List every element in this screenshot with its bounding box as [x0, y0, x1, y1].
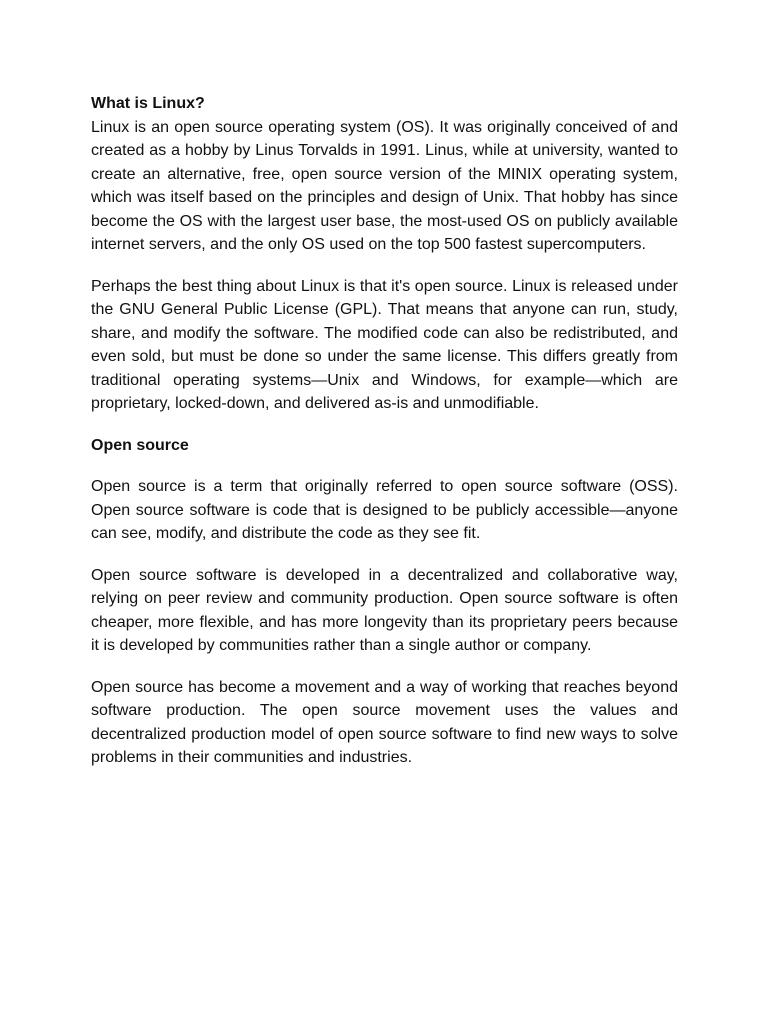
- paragraph-linux-intro: Linux is an open source operating system (OS). It was originally conceived of and created as a hobby by Linus Torvalds in 1991. Linus, while at university, wanted to create an alternative, free, open source version of the MINIX operating system, which was itself based on the principles and design of Unix. That hobby has since become the OS with the largest user base, the most-used OS on publicly available internet servers, and the only OS used on the top 500 fastest supercomputers.: [91, 118, 678, 253]
- heading-what-is-linux: What is Linux?: [91, 95, 205, 112]
- document-page: [91, 92, 678, 770]
- spacer: [91, 416, 678, 434]
- spacer: [91, 257, 678, 275]
- spacer: [91, 457, 678, 475]
- paragraph-oss-development: Open source software is developed in a decentralized and collaborative way, relying on peer review and community production. Open source software is often cheaper, more flexible, and has more longevity than its proprietary peers because it is developed by communities rather than a single author or company.: [91, 566, 678, 654]
- spacer: [91, 658, 678, 676]
- spacer: [91, 546, 678, 564]
- paragraph-oss-definition: Open source is a term that originally referred to open source software (OSS). Open source software is code that is designed to be publicly accessible—anyone can see, modify, and distribute the code as they see fit.: [91, 478, 678, 542]
- heading-open-source: Open source: [91, 436, 189, 454]
- paragraph-linux-open-source: Perhaps the best thing about Linux is that it's open source. Linux is released under the GNU General Public License (GPL). That means that anyone can run, study, share, and modify the software. The modified code can also be redistributed, and even sold, but must be done so under the same license. This differs greatly from traditional operating systems—Unix and Windows, for example—which are proprietary, locked-down, and delivered as-is and unmodifiable.: [91, 277, 678, 412]
- paragraph-oss-movement: Open source has become a movement and a way of working that reaches beyond software production. The open source movement uses the values and decentralized production model of open source software to find new ways to solve problems in their communities and industries.: [91, 678, 678, 766]
